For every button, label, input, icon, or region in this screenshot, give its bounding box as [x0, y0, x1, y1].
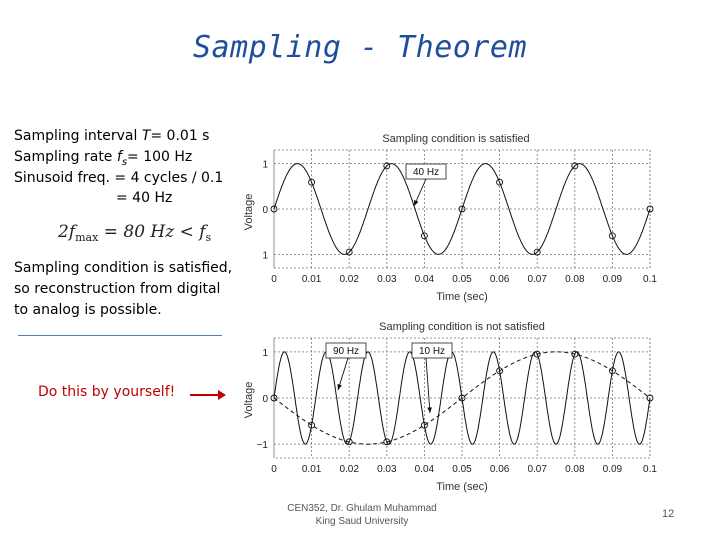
page-number: 12	[662, 508, 675, 520]
y-tick-label: 1	[262, 159, 268, 171]
arrowhead	[427, 407, 432, 413]
x-tick-label: 0	[271, 274, 277, 285]
x-tick-label: 0.09	[602, 274, 623, 285]
sampling-interval-line: Sampling interval T= 0.01 s	[14, 128, 210, 144]
x-tick-label: 0.02	[339, 274, 359, 285]
x-tick-label: 0.08	[565, 464, 585, 475]
x-tick-label: 0.06	[489, 464, 510, 475]
x-tick-label: 0.1	[643, 464, 657, 475]
y-tick-label: 1	[262, 250, 268, 262]
y-axis-label: Voltage	[243, 193, 255, 231]
y-axis-label: Voltage	[243, 381, 255, 419]
footer-course: CEN352, Dr. Ghulam Muhammad	[287, 503, 437, 514]
x-tick-label: 0.09	[602, 464, 623, 475]
red-arrow-icon	[188, 388, 228, 402]
chart-title: Sampling condition is satisfied	[382, 133, 530, 145]
x-tick-label: 0.01	[301, 274, 322, 285]
x-tick-label: 0.1	[643, 274, 657, 285]
conclusion-line-3: to analog is possible.	[14, 302, 162, 318]
sinusoid-freq-line: Sinusoid freq. = 4 cycles / 0.1	[14, 170, 224, 186]
x-axis-label: Time (sec)	[436, 481, 488, 493]
conclusion-line-2: so reconstruction from digital	[14, 281, 221, 297]
arrowhead	[337, 384, 341, 390]
y-tick-label: 1	[262, 347, 268, 359]
chart-satisfied	[236, 120, 676, 310]
chart-title: Sampling condition is not satisfied	[379, 321, 545, 333]
footer	[272, 502, 452, 528]
x-tick-label: 0.03	[377, 274, 397, 285]
annotation-label: 10 Hz	[418, 346, 446, 357]
annotation-label: 90 Hz	[332, 346, 360, 357]
nyquist-formula: $2f_{max} = 80$ $Hz < f_s$	[58, 222, 212, 244]
sampling-rate-line: Sampling rate $f_s= 100$ Hz	[14, 149, 193, 168]
x-tick-label: 0.03	[377, 464, 397, 475]
annotation-label: 40 Hz	[412, 167, 440, 178]
y-tick-label: 0	[262, 205, 268, 216]
conclusion-line-1: Sampling condition is satisfied,	[14, 260, 233, 276]
x-tick-label: 0.04	[414, 464, 435, 475]
slide-title: Sampling - Theorem	[192, 30, 528, 65]
x-tick-label: 0.07	[527, 464, 547, 475]
y-tick-label: −1	[256, 440, 268, 452]
freq-result-line: = 40 Hz	[116, 190, 173, 206]
do-this-note: Do this by yourself!	[38, 384, 176, 400]
x-tick-label: 0.06	[489, 274, 510, 285]
x-tick-label: 0.07	[527, 274, 547, 285]
x-tick-label: 0.04	[414, 274, 435, 285]
x-tick-label: 0.05	[452, 274, 472, 285]
x-tick-label: 0.05	[452, 464, 472, 475]
x-tick-label: 0.02	[339, 464, 359, 475]
chart-not-satisfied	[236, 310, 676, 510]
y-tick-label: 0	[262, 394, 268, 405]
x-tick-label: 0	[271, 464, 277, 475]
divider-line	[18, 335, 222, 336]
annotation-arrow	[426, 358, 430, 413]
x-tick-label: 0.01	[301, 464, 322, 475]
x-tick-label: 0.08	[565, 274, 585, 285]
x-axis-label: Time (sec)	[436, 291, 488, 303]
footer-university: King Saud University	[315, 516, 409, 527]
